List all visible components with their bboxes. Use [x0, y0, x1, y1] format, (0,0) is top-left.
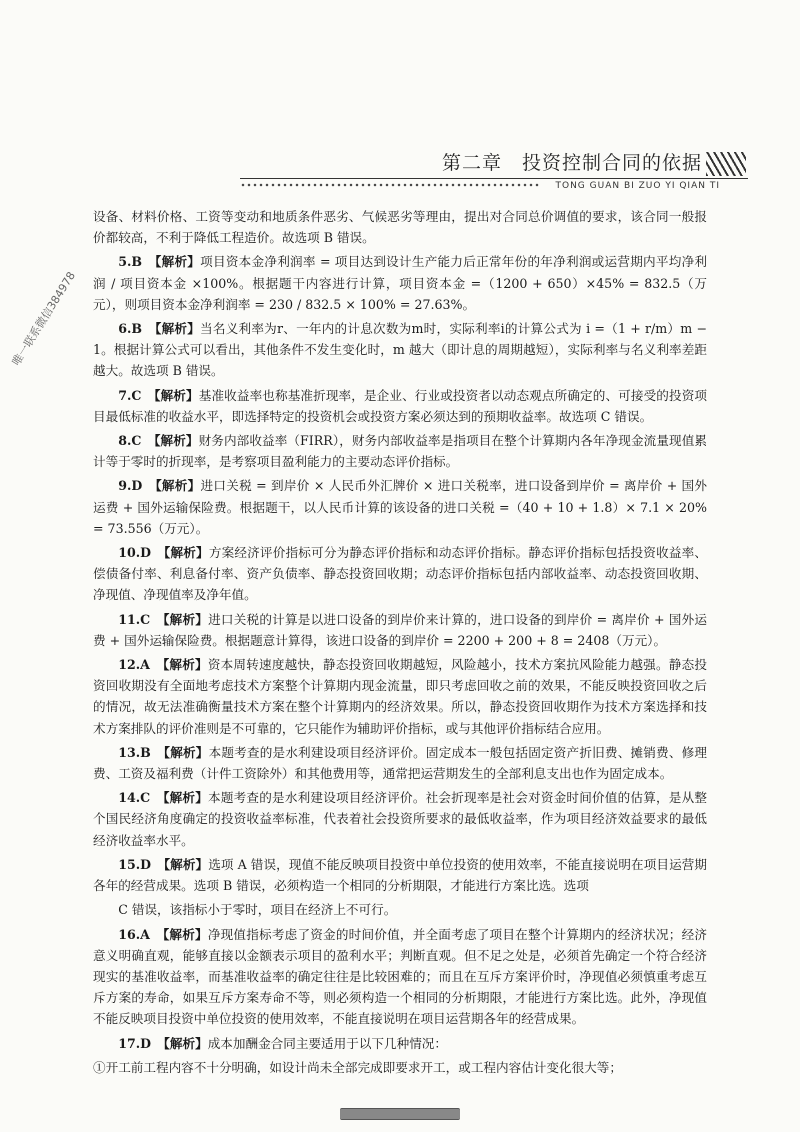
explanation-paragraph	[93, 251, 707, 315]
answer-tag: 5.B 【解析】	[118, 254, 201, 270]
answer-tag: 11.C 【解析】	[118, 611, 209, 627]
explanation-text: 项目资本金净利润率 = 项目达到设计生产能力后正常年份的年净利润或运营期内平均净利润 / 项目资本金 ×100%。根据题干内容进行计算，项目资本金 =（1200 + 650）×45% = 832.5（万元），则项目资本金净利润率 = 230 / 832.5 × 100% = 27.63%。	[93, 254, 708, 312]
explanation-paragraph	[93, 609, 707, 651]
answer-tag: 7.C 【解析】	[118, 387, 199, 403]
answer-tag: 6.B 【解析】	[118, 321, 201, 337]
header-dotted-rule	[240, 183, 540, 187]
explanation-paragraph	[93, 899, 707, 920]
explanation-text: 基准收益率也称基准折现率，是企业、行业或投资者以动态观点所确定的、可接受的投资项目最低标准的收益水平，即选择特定的投资机会或投资方案必须达到的预期收益率。故选项 C 错误。	[93, 387, 708, 424]
explanation-paragraph	[93, 1033, 707, 1054]
answer-tag: 16.A 【解析】	[118, 926, 208, 942]
answer-tag: 10.D 【解析】	[118, 545, 209, 561]
answer-tag: 17.D 【解析】	[118, 1035, 208, 1051]
answer-tag: 9.D 【解析】	[118, 478, 201, 494]
explanation-text: 进口关税的计算是以进口设备的到岸价来计算的，进口设备的到岸价 = 离岸价 + 国外运费 + 国外运输保险费。根据题意计算得，该进口设备的到岸价 = 2200 + 200 + 8 = 2408（万元）。	[93, 611, 707, 648]
explanation-text: 当名义利率为r、一年内的计息次数为m时，实际利率i的计算公式为 i =（1 + r/m）m − 1。根据计算公式可以看出，其他条件不发生变化时，m 越大（即计息的周期越短），实际利率与名义利率差距越大。故选项 B 错误。	[93, 321, 707, 379]
explanation-text: 本题考查的是水利建设项目经济评价。固定成本一般包括固定资产折旧费、摊销费、修理费、工资及福利费（计件工资除外）和其他费用等，通常把运营期发生的全部利息支出也作为固定成本。	[93, 744, 707, 782]
explanation-paragraph	[93, 206, 707, 248]
page-header	[0, 0, 800, 200]
explanation-paragraph	[93, 654, 707, 739]
explanation-paragraph	[93, 430, 707, 472]
explanation-text: 设备、材料价格、工资等变动和地质条件恶劣、气候恶劣等理由，提出对合同总价调值的要求，该合同一般报价都较高，不利于降低工程造价。故选项 B 错误。	[93, 209, 707, 246]
answer-explanations	[93, 206, 707, 1081]
explanation-text: 进口关税 = 到岸价 × 人民币外汇牌价 × 进口关税率，进口设备到岸价 = 离岸价 + 国外运费 + 国外运输保险费。根据题干，以人民币计算的该设备的进口关税 =（40 + 10 + 1.8）× 7.1 × 20% = 73.556（万元）。	[93, 478, 707, 536]
chapter-pinyin: TONG GUAN BI ZUO YI QIAN TI	[555, 181, 720, 191]
explanation-paragraph	[93, 854, 707, 896]
explanation-text: 资本周转速度越快，静态投资回收期越短，风险越小，技术方案抗风险能力越强。静态投资回收期没有全面地考虑技术方案整个计算期内现金流量，即只考虑回收之前的效果，不能反映投资回收之后的情况，故无法准确衡量技术方案在整个计算期内的经济效果。所以，静态投资回收期作为技术方案选择和技术方案排队的评价准则是不可靠的，它只能作为辅助评价指标，或与其他评价指标结合应用。	[93, 657, 707, 736]
explanation-text: ①开工前工程内容不十分明确，如设计尚未全部完成即要求开工，或工程内容估计变化很大等；	[93, 1059, 622, 1075]
explanation-text: 本题考查的是水利建设项目经济评价。社会折现率是社会对资金时间价值的估算，是从整个国民经济角度确定的投资收益率标准，代表着社会投资所要求的最低收益率，作为项目经济效益要求的最低经济收益率水平。	[93, 790, 708, 848]
explanation-paragraph	[93, 742, 707, 784]
header-hatch-ornament	[706, 152, 746, 176]
explanation-text: 方案经济评价指标可分为静态评价指标和动态评价指标。静态评价指标包括投资收益率、偿债备付率、利息备付率、资产负债率、静态投资回收期；动态评价指标包括内部收益率、动态投资回收期、净现值、净现值率及净年值。	[93, 545, 708, 603]
explanation-paragraph	[93, 475, 707, 539]
chapter-title: 第二章 投资控制合同的依据	[441, 152, 702, 174]
answer-tag: 15.D 【解析】	[118, 856, 209, 872]
explanation-text: C 错误，该指标小于零时，项目在经济上不可行。	[118, 902, 397, 918]
explanation-paragraph	[93, 385, 707, 427]
explanation-paragraph	[93, 1057, 707, 1078]
header-rule	[240, 178, 748, 179]
explanation-text: 选项 A 错误，现值不能反映项目投资中单位投资的使用效率，不能直接说明在项目运营期各年的经营成果。选项 B 错误，必须构造一个相同的分析期限，才能进行方案比选。选项	[93, 856, 708, 894]
answer-tag: 12.A 【解析】	[118, 657, 208, 673]
explanation-paragraph	[93, 924, 707, 1030]
answer-tag: 14.C 【解析】	[118, 790, 209, 806]
page-number-ornament	[340, 1108, 460, 1120]
explanation-paragraph	[93, 318, 707, 382]
explanation-paragraph	[93, 787, 707, 851]
answer-tag: 8.C 【解析】	[118, 433, 199, 449]
explanation-text: 净现值指标考虑了资金的时间价值，并全面考虑了项目在整个计算期内的经济状况；经济意义明确直观，能够直接以金额表示项目的盈利水平；判断直观。但不足之处是，必须首先确定一个符合经济现实的基准收益率，而基准收益率的确定往往是比较困难的；而且在互斥方案评价时，净现值必须慎重考虑互斥方案的寿命，如果互斥方案寿命不等，则必须构造一个相同的分析期限，才能进行方案比选。此外，净现值不能反映项目投资中单位投资的使用效率，不能直接说明在项目运营期各年的经营成果。	[93, 926, 707, 1027]
side-watermark: 唯一联系微信384978	[9, 269, 78, 368]
explanation-paragraph	[93, 542, 707, 606]
answer-tag: 13.B 【解析】	[118, 744, 209, 760]
explanation-text: 成本加酬金合同主要适用于以下几种情况：	[207, 1035, 447, 1051]
explanation-text: 财务内部收益率（FIRR），财务内部收益率是指项目在整个计算期内各年净现金流量现值累计等于零时的折现率，是考察项目盈利能力的主要动态评价指标。	[93, 433, 707, 470]
